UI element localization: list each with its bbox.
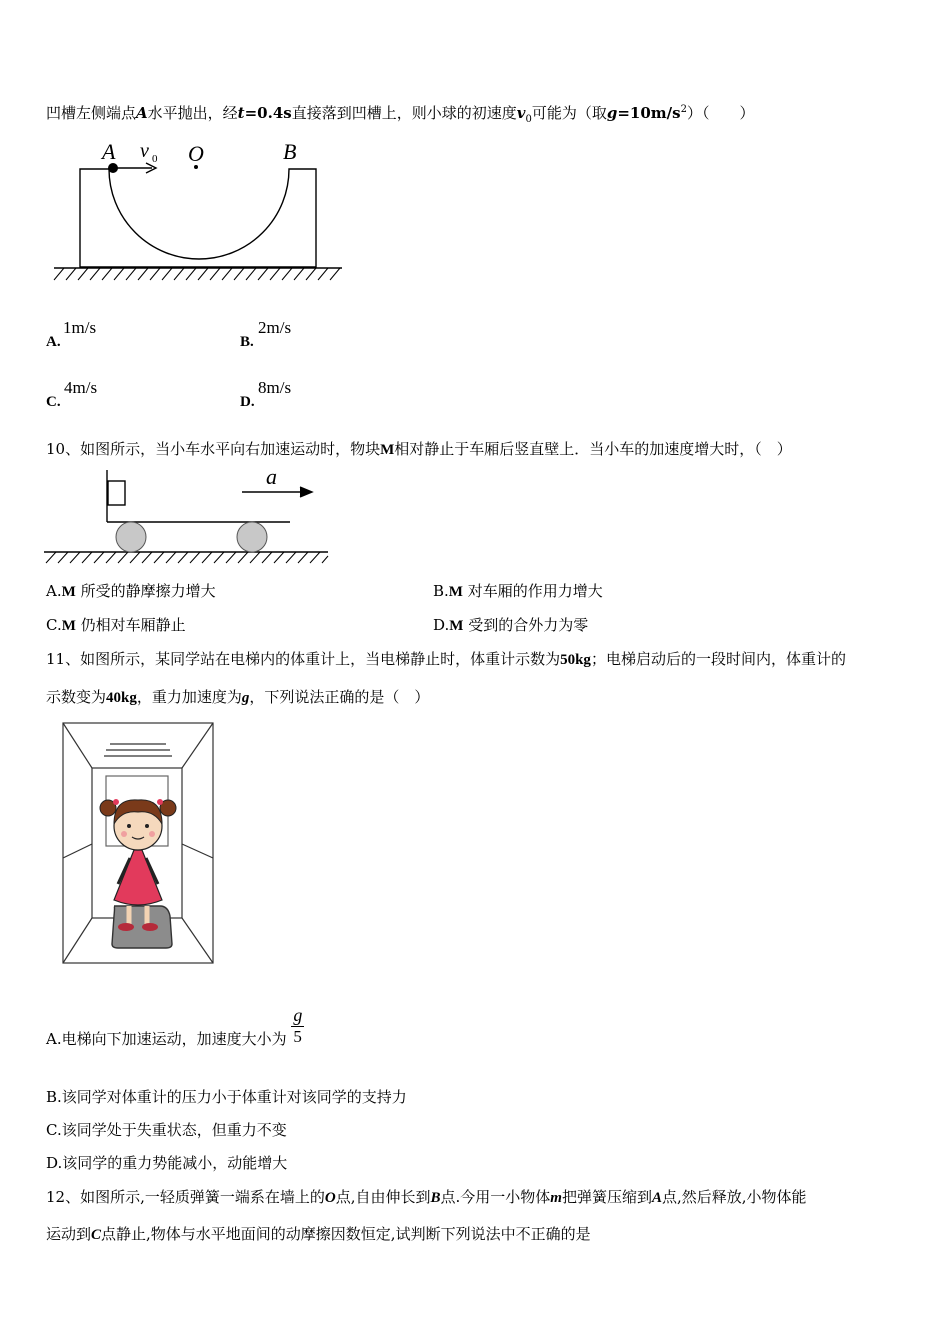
q9-label-v: v <box>140 140 149 162</box>
q9-option-c[interactable] <box>46 378 98 411</box>
q9-g-symbol: g <box>606 104 618 122</box>
q12-stem-text: 点.今用一小物体 <box>440 1188 551 1206</box>
q10-block-m: M <box>380 442 395 458</box>
option-text: 仍相对车厢静止 <box>80 616 186 634</box>
q9-stem-text: 直接落到凹槽上，则小球的初速度 <box>291 104 517 122</box>
option-m: M <box>448 584 463 600</box>
q9-g-superscript: 2 <box>680 104 687 115</box>
option-text: 对车厢的作用力增大 <box>467 582 603 600</box>
q12-object-m: m <box>550 1190 562 1206</box>
option-label: D. <box>240 394 255 410</box>
q9-point-a: A <box>136 104 148 122</box>
q11-option-b[interactable] <box>46 1086 407 1107</box>
option-value: 4m/s <box>64 378 98 397</box>
option-value: 1m/s <box>63 318 97 337</box>
q9-option-a[interactable] <box>46 318 97 351</box>
option-value: 2m/s <box>258 318 292 337</box>
q12-stem-text: 点,然后释放,小物体能 <box>661 1188 807 1206</box>
q12-stem-text: 点,自由伸长到 <box>335 1188 431 1206</box>
q11-stem-line1 <box>46 648 846 669</box>
q12-point-a: A <box>651 1190 662 1206</box>
q11-stem-text: 11、如图所示，某同学站在电梯内的体重计上，当电梯静止时，体重计示数为 <box>46 650 561 668</box>
q9-stem-text: 水平抛出，经 <box>147 104 238 122</box>
q9-v-symbol: v <box>516 104 526 122</box>
q10-wheel-left <box>116 522 146 552</box>
q11-stem-text: ；电梯启动后的一段时间内，体重计的 <box>590 650 846 668</box>
q12-stem-line2 <box>46 1223 591 1244</box>
option-value: 8m/s <box>258 378 292 397</box>
q9-stem-text: ）（ ） <box>686 104 755 122</box>
q10-option-b[interactable] <box>433 580 603 601</box>
q9-t-value: =0.4s <box>244 104 292 122</box>
option-label: B. <box>240 334 254 350</box>
q9-option-b[interactable] <box>240 318 292 351</box>
option-label: D. <box>433 616 450 634</box>
q9-label-b: B <box>283 139 297 164</box>
q10-option-d[interactable] <box>433 614 588 635</box>
option-m: M <box>449 618 464 634</box>
q11-option-a[interactable] <box>46 1005 305 1049</box>
option-text: C.该同学处于失重状态，但重力不变 <box>46 1121 287 1139</box>
option-text: 受到的合外力为零 <box>468 616 589 634</box>
q9-label-a: A <box>102 139 116 164</box>
q10-cart-figure <box>44 462 334 566</box>
q11-stem-text: 示数变为 <box>46 688 107 706</box>
q11-g-symbol: g <box>241 690 250 706</box>
q9-t-symbol: t <box>237 104 245 122</box>
q9-label-v-sub: 0 <box>152 153 158 165</box>
q9-stem-text: 凹槽左侧端点 <box>46 104 137 122</box>
q11-option-d[interactable] <box>46 1152 287 1173</box>
fraction-numerator: g <box>293 1005 303 1025</box>
q11-elevator-figure <box>62 722 214 964</box>
q12-point-b: B <box>430 1190 441 1206</box>
q12-point-o: O <box>324 1190 336 1206</box>
q11-stem-text: ，重力加速度为 <box>136 688 242 706</box>
q11-stem-line2 <box>46 686 429 707</box>
option-label: B. <box>433 582 449 600</box>
q12-stem-text: 点静止,物体与水平地面间的动摩擦因数恒定,试判断下列说法中不正确的是 <box>101 1225 591 1243</box>
option-text: B.该同学对体重计的压力小于体重计对该同学的支持力 <box>46 1088 407 1106</box>
option-m: M <box>61 618 76 634</box>
q10-stem-text: 相对静止于车厢后竖直壁上．当小车的加速度增大时，（ ） <box>394 440 792 458</box>
q9-v-subscript: 0 <box>525 114 532 125</box>
option-label: A. <box>46 334 61 350</box>
option-text: 电梯向下加速运动，加速度大小为 <box>61 1030 287 1048</box>
q9-label-o: O <box>188 141 204 166</box>
q12-stem-text: 12、如图所示,一轻质弹簧一端系在墙上的 <box>46 1188 325 1206</box>
option-text: D.该同学的重力势能减小，动能增大 <box>46 1154 288 1172</box>
option-label: A. <box>46 1030 62 1048</box>
option-text: 所受的静摩擦力增大 <box>80 582 216 600</box>
q10-option-a[interactable] <box>46 580 216 601</box>
q11-stem-text: ，下列说法正确的是（ ） <box>249 688 430 706</box>
q12-point-c: C <box>91 1227 102 1243</box>
q9-ball <box>108 163 118 173</box>
q11-value-50kg: 50kg <box>560 652 591 668</box>
q10-stem <box>46 438 792 459</box>
option-label: C. <box>46 616 62 634</box>
q11-fraction <box>291 1005 305 1046</box>
fraction-denominator: 5 <box>293 1027 302 1046</box>
q11-option-c[interactable] <box>46 1119 287 1140</box>
q9-option-d[interactable] <box>240 378 292 411</box>
q10-option-c[interactable] <box>46 614 186 635</box>
q12-stem-text: 运动到 <box>46 1225 92 1243</box>
q12-stem-text: 把弹簧压缩到 <box>561 1188 652 1206</box>
option-label: A. <box>46 582 62 600</box>
q9-stem <box>46 102 754 125</box>
option-label: C. <box>46 394 61 410</box>
q9-g-value: =10m/s <box>617 104 681 122</box>
q10-stem-text: 10、如图所示，当小车水平向右加速运动时，物块 <box>46 440 381 458</box>
q10-wheel-right <box>237 522 267 552</box>
q11-value-40kg: 40kg <box>106 690 137 706</box>
q9-groove-figure <box>40 135 350 285</box>
q9-stem-text: 可能为（取 <box>531 104 607 122</box>
option-m: M <box>61 584 76 600</box>
q10-label-a: a <box>266 464 277 489</box>
q12-stem-line1 <box>46 1186 807 1207</box>
